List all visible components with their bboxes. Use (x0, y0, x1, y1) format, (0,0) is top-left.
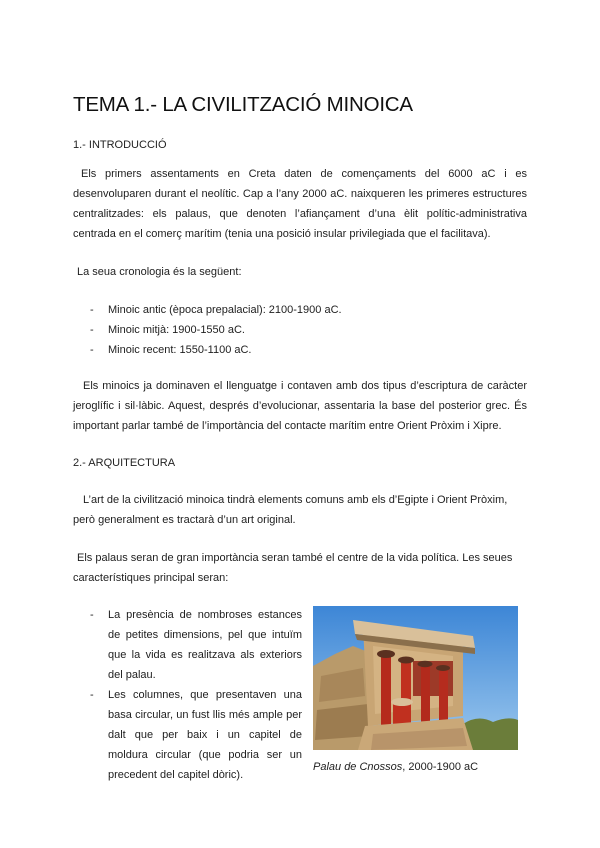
chronology-list (0, 300, 342, 360)
writing-paragraph: Els minoics ja dominaven el llenguatge i contaven amb dos tipus d’escriptura de caràcter jeroglífic i sil·làbic. Aquest, després d’evolucionar, assentaria la base del posterior grec. És important parlar també de l’importància del contacte marítim entre Orient Pròxim i Xipre. (73, 380, 527, 432)
list-item: - Les columnes, que presentaven una basa circular, un fust llis més ample per dalt que per baix i un capitel de moldura circular (que podria ser un precedent del capitel dòric). (108, 685, 302, 785)
list-dash: - (90, 324, 94, 336)
list-item: - La presència de nombroses estances de petites dimensions, pel que intuïm que la vida es realitzava als exteriors del palau. (108, 605, 302, 685)
chronology-lead: La seua cronologia és la següent: (77, 266, 242, 278)
list-item: - Minoic antic (època prepalacial): 2100-1900 aC. (0, 300, 342, 320)
palaces-paragraph: Els palaus seran de gran importància seran també el centre de la vida política. Les seues característiques principal seran: (73, 552, 513, 584)
section-heading-introduccio: 1.- INTRODUCCIÓ (73, 139, 167, 151)
intro-paragraph: Els primers assentaments en Creta daten de començaments del 6000 aC i es desenvoluparen durant el neolític. Cap a l’any 2000 aC. naixqueren les primeres estructures centralitzades: els palaus, que denoten l’afiançament d’una èlit polític-administrativa centrada en el comerç marítim (tenia una posició insular privilegiada que el facilitava). (73, 168, 527, 240)
list-item: - Minoic mitjà: 1900-1550 aC. (0, 320, 342, 340)
knossos-palace-photo (313, 606, 518, 750)
list-dash: - (90, 689, 94, 701)
photo-caption: Palau de Cnossos, 2000-1900 aC (313, 761, 479, 773)
list-dash: - (90, 304, 94, 316)
list-item: - Minoic recent: 1550-1100 aC. (0, 340, 342, 360)
list-dash: - (90, 609, 94, 621)
features-list (0, 605, 302, 785)
page-title: TEMA 1.- LA CIVILITZACIÓ MINOICA (73, 93, 413, 116)
art-paragraph: L’art de la civilització minoica tindrà elements comuns amb els d’Egipte i Orient Pròxim, però generalment es tractarà d’un art original. (73, 494, 508, 526)
section-heading-arquitectura: 2.- ARQUITECTURA (73, 457, 176, 469)
list-dash: - (90, 344, 94, 356)
